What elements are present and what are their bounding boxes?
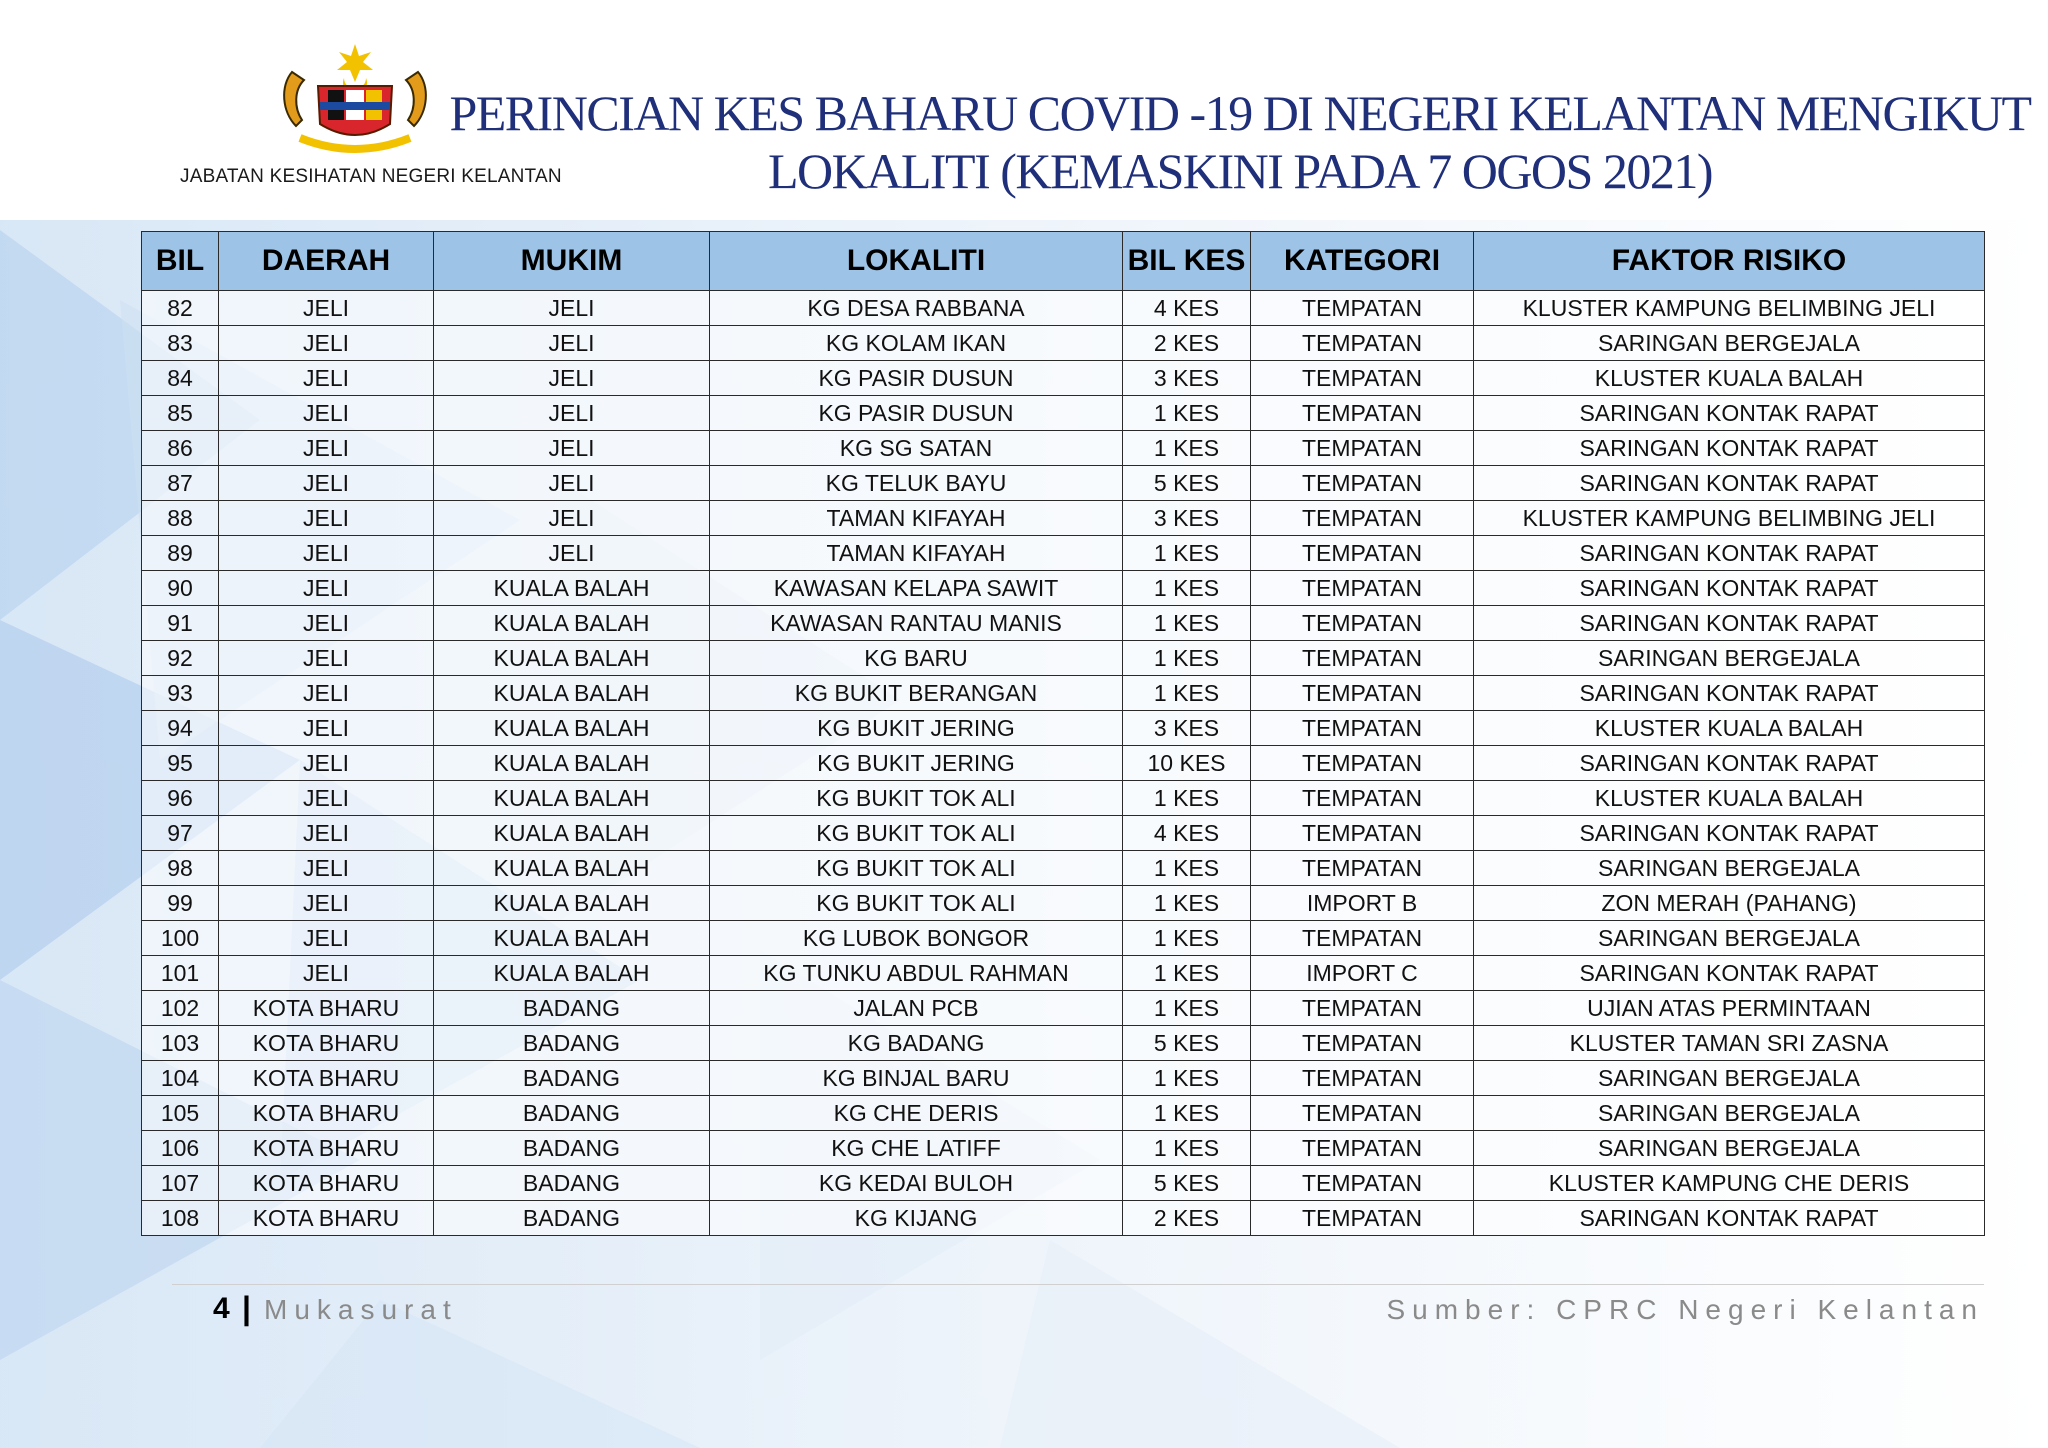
table-row [142,781,1985,816]
table-cell: 97 [142,816,219,851]
table-cell: SARINGAN BERGEJALA [1474,326,1985,361]
table-cell: 5 KES [1123,1026,1251,1061]
title-line-1: PERINCIAN KES BAHARU COVID -19 DI NEGERI KELANTAN MENGIKUT [449,85,2031,141]
table-cell: JELI [219,781,434,816]
table-cell: JELI [219,361,434,396]
table-cell: BADANG [434,1166,710,1201]
table-row [142,676,1985,711]
footer-divider [172,1284,1984,1285]
table-cell: KAWASAN RANTAU MANIS [710,606,1123,641]
table-cell: BADANG [434,1201,710,1236]
case-table [141,231,1985,1236]
table-cell: 99 [142,886,219,921]
table-cell: KG BUKIT TOK ALI [710,851,1123,886]
table-cell: UJIAN ATAS PERMINTAAN [1474,991,1985,1026]
table-cell: TEMPATAN [1251,711,1474,746]
table-cell: SARINGAN KONTAK RAPAT [1474,816,1985,851]
table-cell: SARINGAN KONTAK RAPAT [1474,956,1985,991]
table-cell: TEMPATAN [1251,851,1474,886]
table-cell: KUALA BALAH [434,781,710,816]
table-cell: KLUSTER KUALA BALAH [1474,361,1985,396]
table-cell: JELI [219,956,434,991]
table-cell: TEMPATAN [1251,746,1474,781]
table-cell: 10 KES [1123,746,1251,781]
table-cell: KOTA BHARU [219,1131,434,1166]
table-cell: 1 KES [1123,396,1251,431]
column-header: FAKTOR RISIKO [1474,232,1985,291]
table-cell: 91 [142,606,219,641]
table-cell: SARINGAN KONTAK RAPAT [1474,606,1985,641]
table-cell: KG KEDAI BULOH [710,1166,1123,1201]
table-cell: JELI [434,466,710,501]
table-cell: JELI [219,711,434,746]
column-header: DAERAH [219,232,434,291]
table-cell: SARINGAN KONTAK RAPAT [1474,676,1985,711]
title-line-2: LOKALITI (KEMASKINI PADA 7 OGOS 2021) [767,143,1712,199]
table-row [142,501,1985,536]
table-cell: KUALA BALAH [434,711,710,746]
table-cell: SARINGAN KONTAK RAPAT [1474,536,1985,571]
table-cell: KLUSTER KAMPUNG CHE DERIS [1474,1166,1985,1201]
table-cell: 1 KES [1123,536,1251,571]
table-cell: KG PASIR DUSUN [710,396,1123,431]
table-cell: 106 [142,1131,219,1166]
table-cell: KUALA BALAH [434,641,710,676]
table-cell: SARINGAN BERGEJALA [1474,1096,1985,1131]
table-body [142,291,1985,1236]
table-cell: KG TELUK BAYU [710,466,1123,501]
table-cell: KUALA BALAH [434,746,710,781]
page-number: 4 [213,1292,230,1325]
table-cell: 88 [142,501,219,536]
column-header: BIL KES [1123,232,1251,291]
table-cell: 1 KES [1123,851,1251,886]
table-cell: SARINGAN KONTAK RAPAT [1474,396,1985,431]
table-cell: SARINGAN KONTAK RAPAT [1474,466,1985,501]
table-cell: KOTA BHARU [219,1061,434,1096]
table-cell: 92 [142,641,219,676]
source-note: Sumber: CPRC Negeri Kelantan [1386,1294,1984,1325]
table-cell: KUALA BALAH [434,606,710,641]
table-cell: SARINGAN KONTAK RAPAT [1474,746,1985,781]
column-header: LOKALITI [710,232,1123,291]
table-cell: 1 KES [1123,641,1251,676]
table-cell: BADANG [434,991,710,1026]
table-row [142,361,1985,396]
table-cell: TAMAN KIFAYAH [710,536,1123,571]
table-cell: KG KOLAM IKAN [710,326,1123,361]
table-cell: KOTA BHARU [219,991,434,1026]
table-cell: JELI [434,326,710,361]
table-cell: KG KIJANG [710,1201,1123,1236]
table-cell: 85 [142,396,219,431]
table-cell: 1 KES [1123,991,1251,1026]
table-cell: TEMPATAN [1251,396,1474,431]
table-cell: KG BUKIT JERING [710,746,1123,781]
table-cell: 1 KES [1123,571,1251,606]
table-cell: SARINGAN BERGEJALA [1474,1061,1985,1096]
table-row [142,991,1985,1026]
table-cell: KG TUNKU ABDUL RAHMAN [710,956,1123,991]
table-row [142,921,1985,956]
column-header: MUKIM [434,232,710,291]
column-header: BIL [142,232,219,291]
table-cell: KOTA BHARU [219,1201,434,1236]
table-cell: JELI [219,431,434,466]
table-cell: JELI [219,291,434,326]
table-row [142,1026,1985,1061]
table-cell: 82 [142,291,219,326]
page-label: Mukasurat [264,1294,458,1325]
table-cell: TEMPATAN [1251,1131,1474,1166]
table-cell: TEMPATAN [1251,501,1474,536]
table-cell: TEMPATAN [1251,361,1474,396]
table-cell: KOTA BHARU [219,1096,434,1131]
table-row [142,1061,1985,1096]
table-cell: KG BUKIT BERANGAN [710,676,1123,711]
table-row [142,641,1985,676]
document-title [440,84,2040,200]
table-row [142,606,1985,641]
table-cell: KUALA BALAH [434,571,710,606]
table-cell: 1 KES [1123,1061,1251,1096]
table-cell: 104 [142,1061,219,1096]
table-cell: 1 KES [1123,886,1251,921]
table-cell: 101 [142,956,219,991]
table-cell: JELI [219,396,434,431]
table-cell: KUALA BALAH [434,886,710,921]
table-cell: TEMPATAN [1251,326,1474,361]
table-row [142,431,1985,466]
table-cell: KG BADANG [710,1026,1123,1061]
table-cell: BADANG [434,1131,710,1166]
table-cell: KG BUKIT TOK ALI [710,816,1123,851]
table-row [142,466,1985,501]
table-cell: JELI [219,536,434,571]
table-cell: TEMPATAN [1251,1061,1474,1096]
table-cell: JELI [219,816,434,851]
table-cell: KG CHE LATIFF [710,1131,1123,1166]
table-cell: KG CHE DERIS [710,1096,1123,1131]
table-cell: BADANG [434,1026,710,1061]
table-cell: JELI [219,886,434,921]
table-cell: 90 [142,571,219,606]
table-cell: 86 [142,431,219,466]
table-cell: JELI [434,291,710,326]
table-row [142,571,1985,606]
table-cell: 107 [142,1166,219,1201]
table-row [142,1166,1985,1201]
table-cell: SARINGAN BERGEJALA [1474,641,1985,676]
column-header: KATEGORI [1251,232,1474,291]
table-cell: JELI [434,536,710,571]
table-cell: 1 KES [1123,1096,1251,1131]
table-cell: JELI [219,326,434,361]
table-cell: 2 KES [1123,1201,1251,1236]
table-cell: 84 [142,361,219,396]
table-cell: KLUSTER TAMAN SRI ZASNA [1474,1026,1985,1061]
table-row [142,816,1985,851]
table-cell: 4 KES [1123,816,1251,851]
table-cell: TEMPATAN [1251,991,1474,1026]
table-cell: 3 KES [1123,501,1251,536]
table-cell: KG BUKIT TOK ALI [710,886,1123,921]
table-cell: 100 [142,921,219,956]
table-cell: KLUSTER KAMPUNG BELIMBING JELI [1474,501,1985,536]
table-cell: KG LUBOK BONGOR [710,921,1123,956]
table-row [142,396,1985,431]
table-cell: 5 KES [1123,466,1251,501]
table-cell: 83 [142,326,219,361]
table-cell: SARINGAN BERGEJALA [1474,921,1985,956]
table-cell: 103 [142,1026,219,1061]
table-cell: 102 [142,991,219,1026]
table-cell: KOTA BHARU [219,1166,434,1201]
table-cell: KUALA BALAH [434,956,710,991]
table-cell: SARINGAN BERGEJALA [1474,1131,1985,1166]
table-cell: BADANG [434,1096,710,1131]
table-row [142,326,1985,361]
table-cell: ZON MERAH (PAHANG) [1474,886,1985,921]
table-cell: KG BUKIT TOK ALI [710,781,1123,816]
table-cell: 105 [142,1096,219,1131]
table-cell: JELI [219,571,434,606]
table-cell: 98 [142,851,219,886]
table-cell: 1 KES [1123,1131,1251,1166]
table-cell: SARINGAN BERGEJALA [1474,851,1985,886]
table-cell: JELI [219,746,434,781]
table-cell: TEMPATAN [1251,641,1474,676]
table-cell: 1 KES [1123,956,1251,991]
table-cell: KAWASAN KELAPA SAWIT [710,571,1123,606]
table-cell: KOTA BHARU [219,1026,434,1061]
table-cell: 108 [142,1201,219,1236]
table-cell: 95 [142,746,219,781]
table-cell: JALAN PCB [710,991,1123,1026]
table-cell: JELI [219,921,434,956]
table-cell: SARINGAN KONTAK RAPAT [1474,571,1985,606]
table-cell: 1 KES [1123,431,1251,466]
table-cell: JELI [219,676,434,711]
table-cell: IMPORT C [1251,956,1474,991]
table-cell: TEMPATAN [1251,1026,1474,1061]
table-row [142,536,1985,571]
table-cell: 2 KES [1123,326,1251,361]
table-cell: JELI [434,361,710,396]
table-row [142,746,1985,781]
table-row [142,1096,1985,1131]
table-cell: JELI [219,466,434,501]
table-cell: 87 [142,466,219,501]
table-cell: 1 KES [1123,606,1251,641]
table-cell: JELI [219,501,434,536]
table-cell: KG DESA RABBANA [710,291,1123,326]
table-cell: KLUSTER KUALA BALAH [1474,711,1985,746]
table-cell: TEMPATAN [1251,1201,1474,1236]
table-cell: JELI [219,606,434,641]
table-row [142,851,1985,886]
table-cell: BADANG [434,1061,710,1096]
table-row [142,886,1985,921]
page-separator: | [242,1290,251,1326]
table-cell: SARINGAN KONTAK RAPAT [1474,1201,1985,1236]
table-cell: TEMPATAN [1251,921,1474,956]
table-cell: 94 [142,711,219,746]
table-cell: TEMPATAN [1251,571,1474,606]
table-cell: 3 KES [1123,361,1251,396]
table-cell: TEMPATAN [1251,1166,1474,1201]
table-cell: JELI [219,641,434,676]
table-cell: 5 KES [1123,1166,1251,1201]
table-cell: 1 KES [1123,921,1251,956]
table-cell: JELI [434,431,710,466]
table-cell: TEMPATAN [1251,816,1474,851]
table-cell: KUALA BALAH [434,676,710,711]
table-cell: 4 KES [1123,291,1251,326]
table-cell: TEMPATAN [1251,1096,1474,1131]
table-row [142,1201,1985,1236]
table-cell: JELI [434,396,710,431]
department-name: JABATAN KESIHATAN NEGERI KELANTAN [180,166,562,187]
table-cell: KUALA BALAH [434,816,710,851]
table-cell: JELI [219,851,434,886]
table-cell: JELI [434,501,710,536]
table-cell: KG BARU [710,641,1123,676]
table-cell: 93 [142,676,219,711]
table-cell: SARINGAN KONTAK RAPAT [1474,431,1985,466]
table-cell: TEMPATAN [1251,781,1474,816]
table-cell: KG PASIR DUSUN [710,361,1123,396]
table-cell: TEMPATAN [1251,291,1474,326]
table-cell: IMPORT B [1251,886,1474,921]
table-cell: KG BUKIT JERING [710,711,1123,746]
table-cell: TEMPATAN [1251,431,1474,466]
table-cell: KG BINJAL BARU [710,1061,1123,1096]
table-cell: TEMPATAN [1251,606,1474,641]
table-row [142,956,1985,991]
table-cell: 1 KES [1123,676,1251,711]
table-row [142,291,1985,326]
table-cell: KUALA BALAH [434,851,710,886]
table-cell: 3 KES [1123,711,1251,746]
table-cell: KG SG SATAN [710,431,1123,466]
table-cell: TEMPATAN [1251,536,1474,571]
table-cell: 96 [142,781,219,816]
table-cell: TEMPATAN [1251,466,1474,501]
table-cell: 89 [142,536,219,571]
table-cell: TAMAN KIFAYAH [710,501,1123,536]
table-row [142,1131,1985,1166]
table-header-row [142,232,1985,291]
malaysia-coat-of-arms-icon [272,42,438,160]
table-cell: 1 KES [1123,781,1251,816]
table-cell: KLUSTER KAMPUNG BELIMBING JELI [1474,291,1985,326]
table-cell: TEMPATAN [1251,676,1474,711]
table-cell: KLUSTER KUALA BALAH [1474,781,1985,816]
table-row [142,711,1985,746]
table-cell: KUALA BALAH [434,921,710,956]
